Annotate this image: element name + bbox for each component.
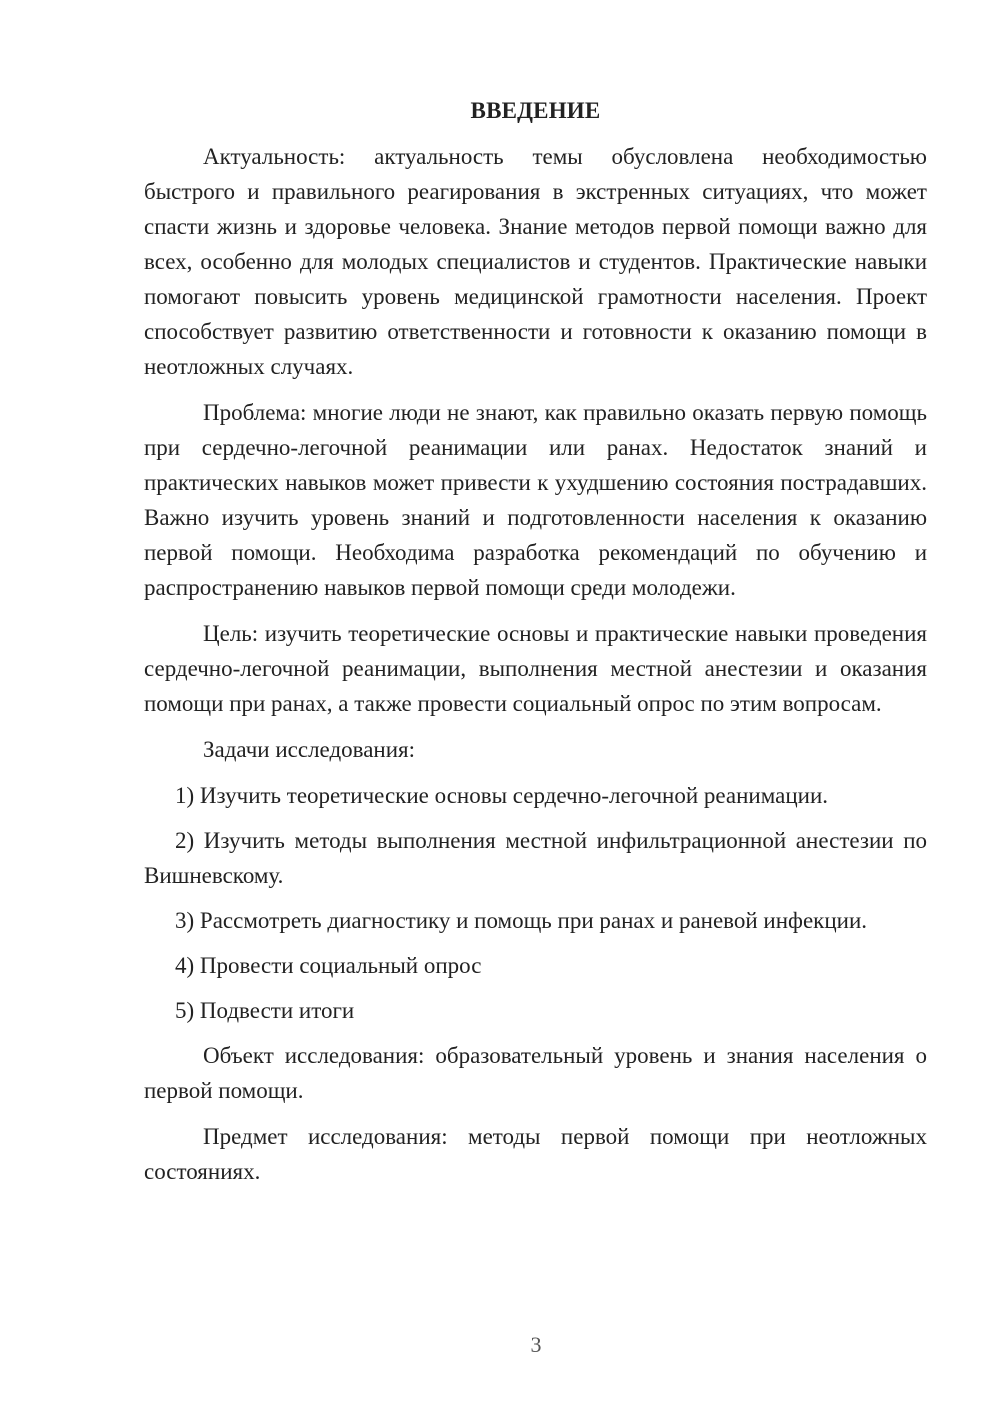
task-item: 3) Рассмотреть диагностику и помощь при ранах и раневой инфекции. (175, 908, 868, 933)
paragraph-goal: Цель: изучить теоретические основы и практические навыки проведения сердечно-легочной реанимации, выполнения местной анестезии и оказания помощи при ранах, а также провести социальный опрос по этим вопросам. (144, 621, 927, 716)
task-item: 2) Изучить методы выполнения местной инфильтрационной анестезии по Вишневскому. (144, 828, 927, 888)
page-content (144, 93, 927, 1200)
paragraph-relevance: Актуальность: актуальность темы обусловлена необходимостью быстрого и правильного реагирования в экстренных ситуациях, что может спасти жизнь и здоровье человека. Знание методов первой помощи важно для всех, особенно для молодых специалистов и студентов. Практические навыки помогают повысить уровень медицинской грамотности населения. Проект способствует развитию ответственности и готовности к оказанию помощи в неотложных случаях. (144, 144, 927, 379)
page-number: 3 (530, 1332, 542, 1357)
paragraph-subject: Предмет исследования: методы первой помощи при неотложных состояниях. (144, 1124, 927, 1184)
task-item: 4) Провести социальный опрос (175, 953, 482, 978)
paragraph-tasks-intro: Задачи исследования: (203, 737, 416, 762)
paragraph-object: Объект исследования: образовательный уровень и знания населения о первой помощи. (144, 1043, 927, 1103)
task-item: 5) Подвести итоги (175, 998, 355, 1023)
task-item: 1) Изучить теоретические основы сердечно-легочной реанимации. (175, 783, 829, 808)
page-heading: ВВЕДЕНИЕ (470, 98, 601, 123)
paragraph-problem: Проблема: многие люди не знают, как правильно оказать первую помощь при сердечно-легочной реанимации или ранах. Недостаток знаний и практических навыков может привести к ухудшению состояния пострадавших. Важно изучить уровень знаний и подготовленности населения к оказанию первой помощи. Необходима разработка рекомендаций по обучению и распространению навыков первой помощи среди молодежи. (144, 400, 927, 600)
